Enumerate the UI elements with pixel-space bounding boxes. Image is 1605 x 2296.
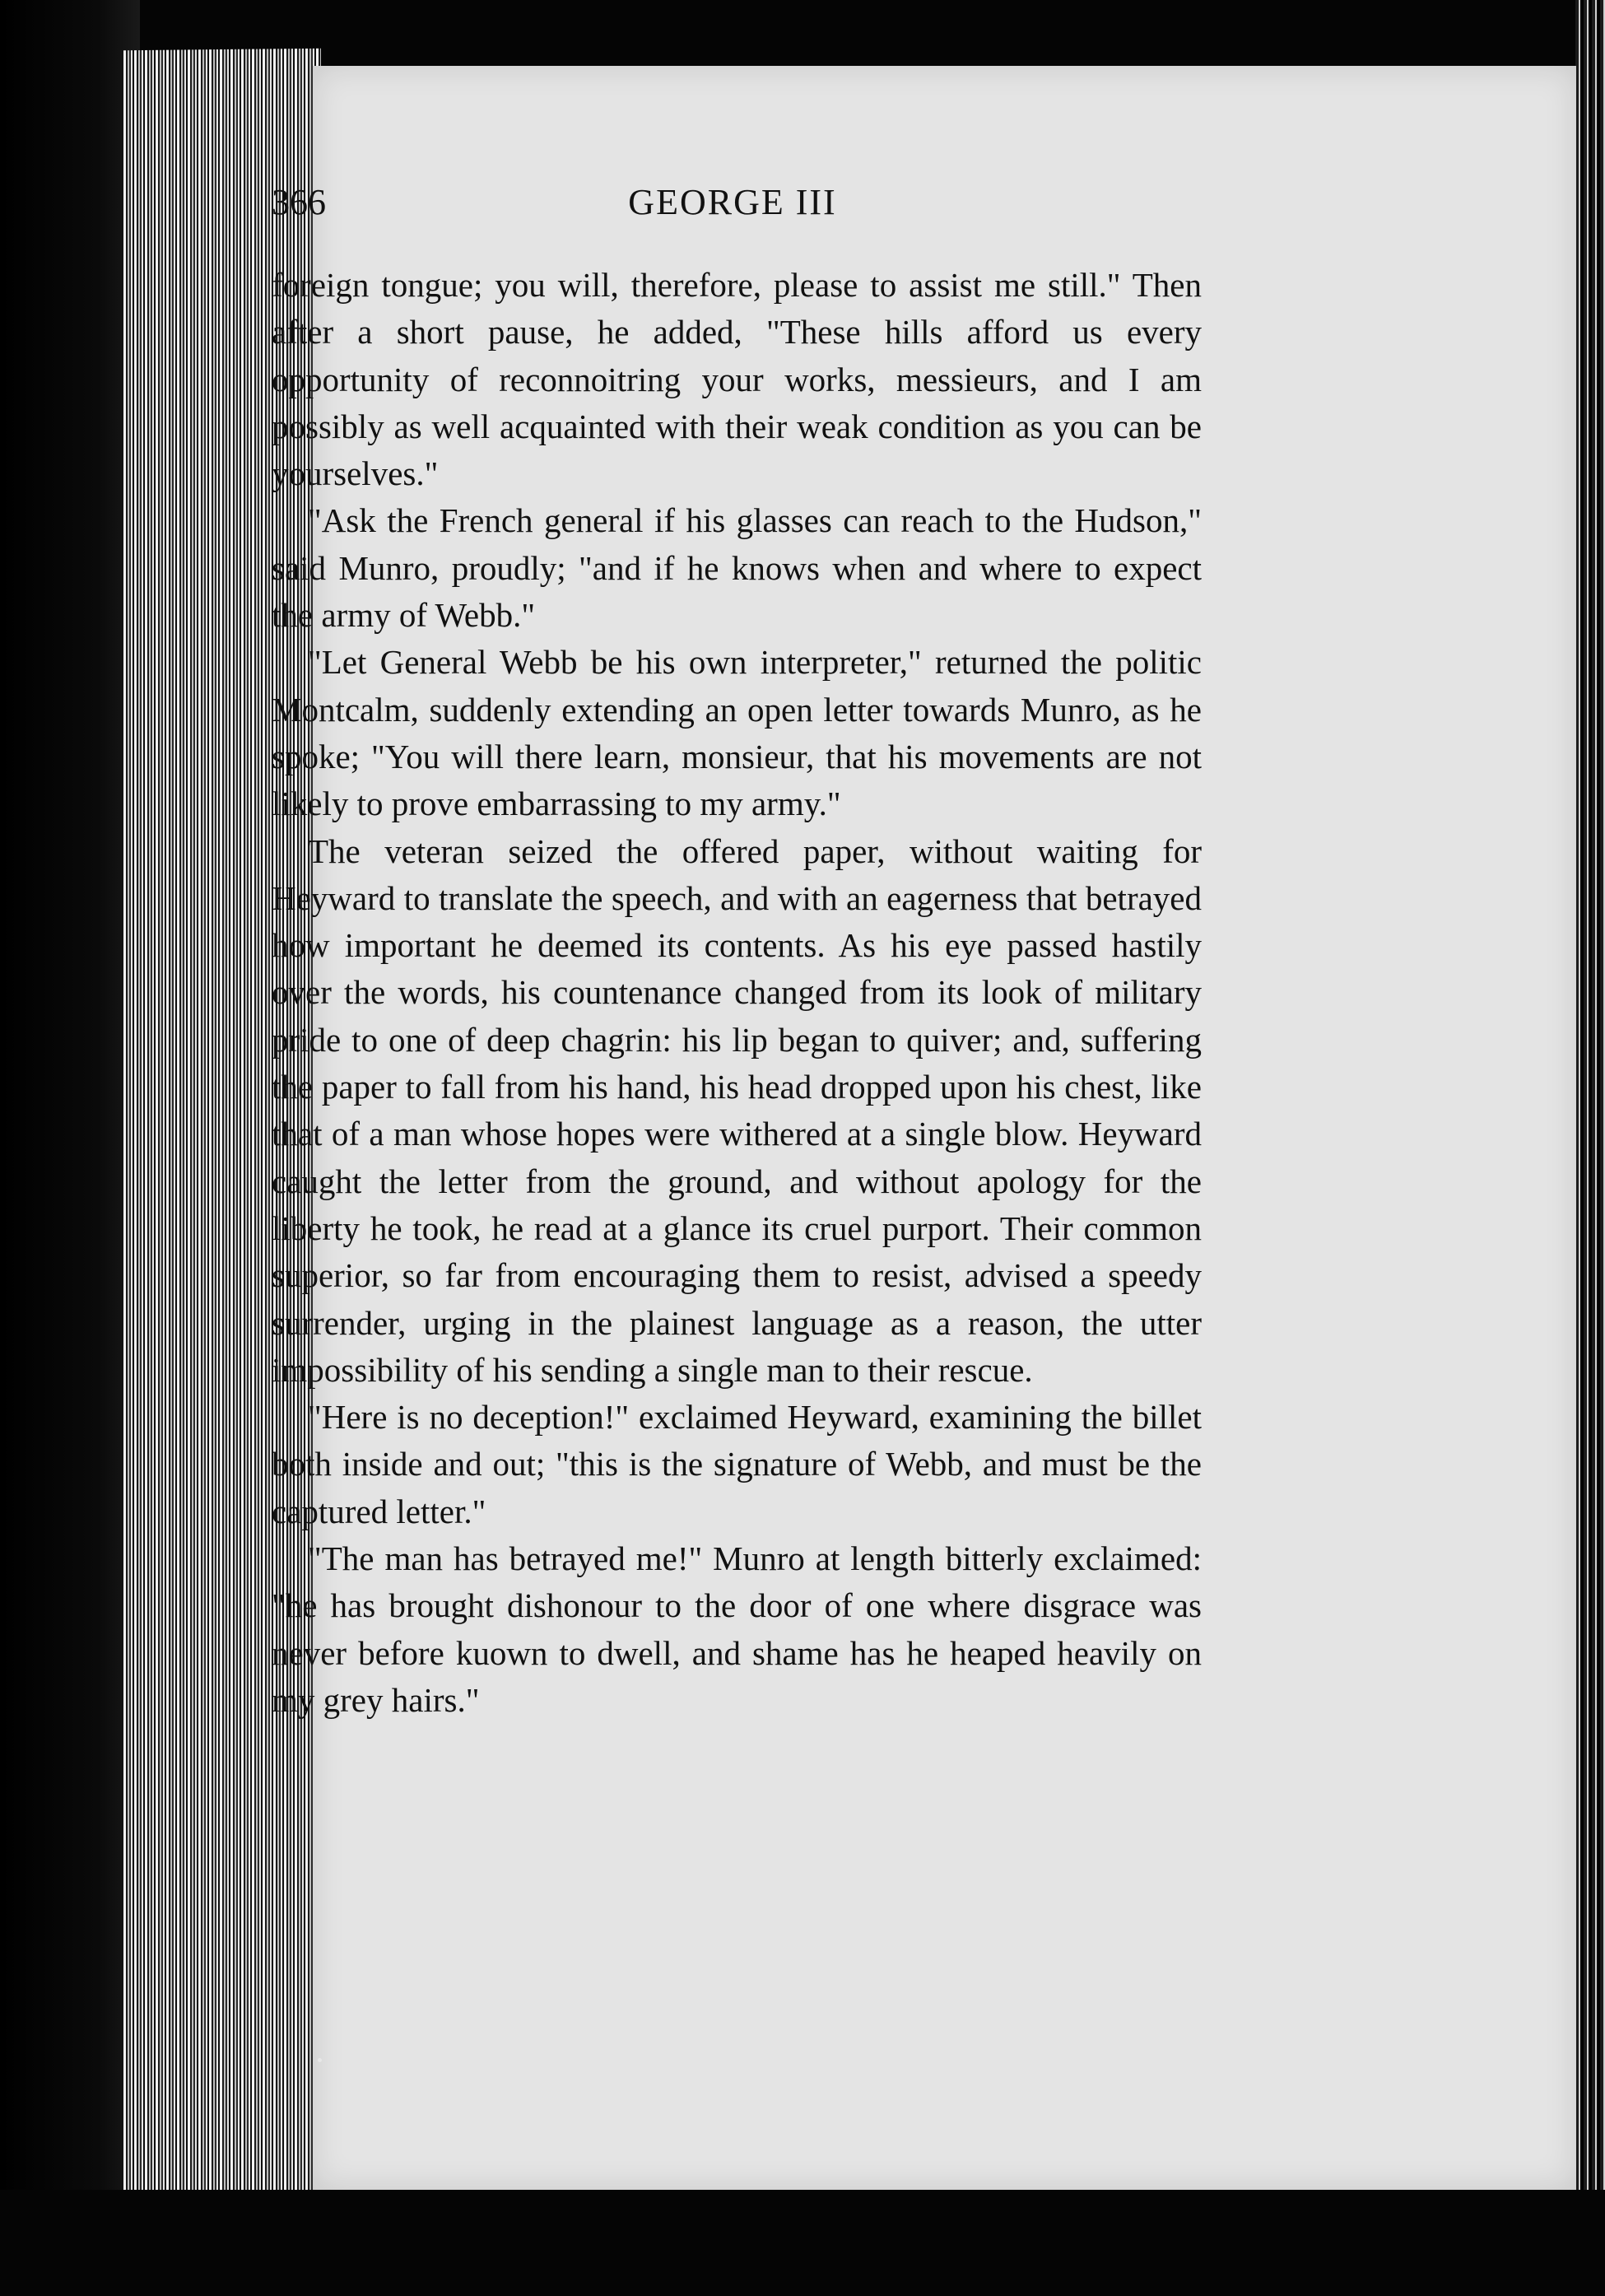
running-title: GEORGE III — [628, 182, 837, 222]
running-head — [272, 181, 1193, 239]
scan-right-border — [1575, 0, 1605, 2296]
paragraph: "Here is no deception!" exclaimed Heyward, examining the billet both inside and out; "this is the signature of Webb, and must be the captured letter." — [272, 1398, 1202, 1530]
paragraph: "Let General Webb be his own interpreter," returned the politic Montcalm, suddenly extending an open letter towards Munro, as he spoke; "You will there learn, monsieur, that his movements are not likely to prove embarrassing to my army." — [272, 643, 1202, 823]
paragraph: The veteran seized the offered paper, without waiting for Heyward to translate the speech, and with an eagerness that betrayed how important he deemed its contents. As his eye passed hastily over the words, his countenance changed from its look of military pride to one of deep chagrin: his lip began to quiver; and, suffering the paper to fall from his hand, his head dropped upon his chest, like that of a man whose hopes were withered at a single blow. Heyward caught the letter from the ground, and without apology for the liberty he took, he read at a glance its cruel purport. Their common superior, so far from encouraging them to resist, advised a speedy surrender, urging in the plainest language as a reason, the utter impossibility of his sending a single man to their rescue. — [272, 831, 1202, 1389]
dust-speck — [318, 2058, 322, 2062]
paragraph: foreign tongue; you will, therefore, please to assist me still." Then after a short pause, he added, "These hills afford us every opportunity of reconnoitring your works, messieurs, and I am possibly as well acquainted with their weak condition as you can be yourselves." — [272, 266, 1202, 493]
paragraph: "The man has betrayed me!" Munro at length bitterly exclaimed: "he has brought dishonour to the door of one where disgrace was never before kuown to dwell, and shame has he heaped heavily on my grey hairs." — [272, 1539, 1202, 1719]
scan-left-border — [0, 0, 140, 2296]
body-text — [272, 262, 1202, 1724]
paragraph: "Ask the French general if his glasses can reach to the Hudson," said Munro, proudly; "and if he knows when and where to expect the army of Webb." — [272, 501, 1202, 635]
scan-bottom-border — [0, 2190, 1605, 2296]
page-number: 366 — [272, 182, 326, 222]
